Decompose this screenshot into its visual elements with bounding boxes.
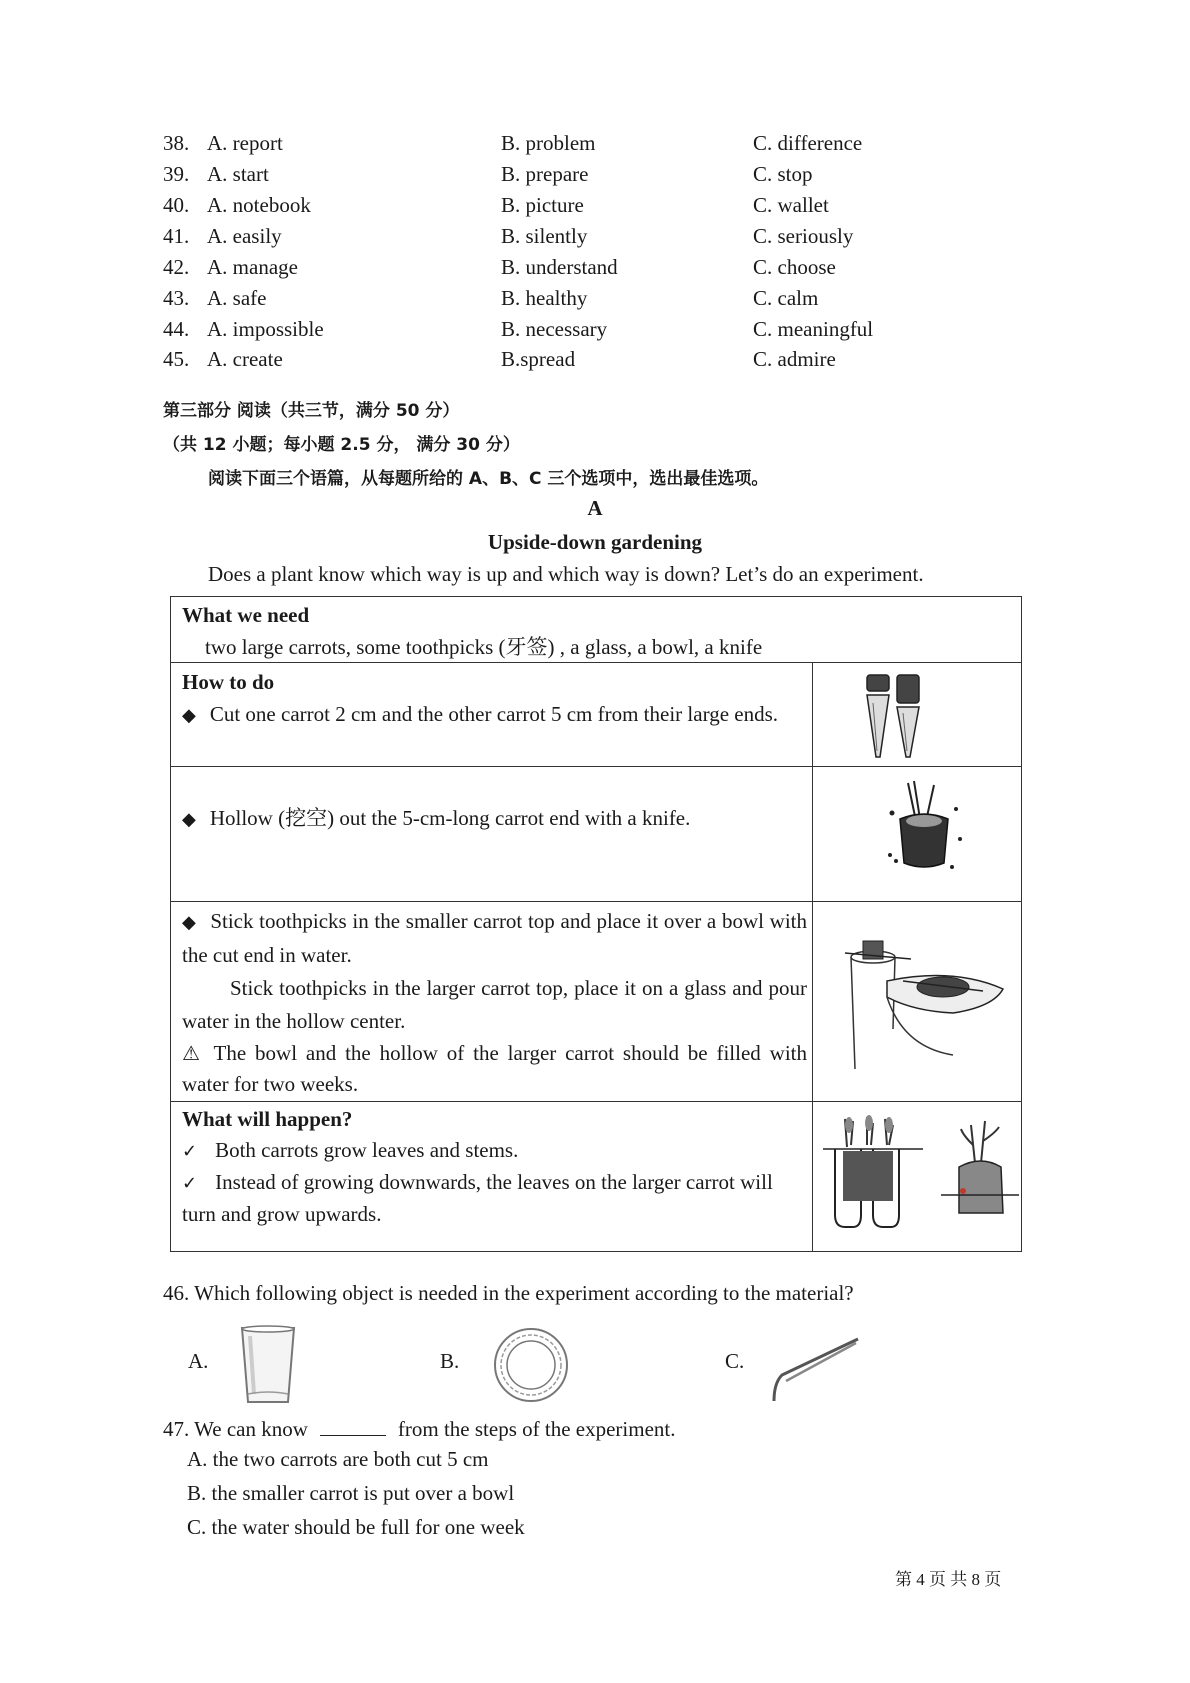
option-row xyxy=(0,344,1190,374)
cut-carrots-illustration xyxy=(861,673,961,763)
passage-letter: A xyxy=(587,496,603,520)
option-row xyxy=(0,314,1190,344)
q46-option-b-label: B. xyxy=(440,1349,460,1373)
diamond-bullet-icon: ◆ xyxy=(182,912,197,933)
option-a: A. safe xyxy=(207,286,267,310)
option-b: B. understand xyxy=(501,255,618,279)
option-c: C. stop xyxy=(753,162,813,186)
question-number: 45. xyxy=(163,347,190,371)
result-2-text: Instead of growing downwards, the leaves on the larger carrot will turn and grow upwards. xyxy=(182,1170,773,1226)
need-text: two large carrots, some toothpicks (牙签) , a glass, a bowl, a knife xyxy=(205,635,763,659)
need-heading: What we need xyxy=(182,603,310,627)
q47-option-a: A. the two carrots are both cut 5 cm xyxy=(187,1447,489,1471)
q46-option-c-label: C. xyxy=(725,1349,745,1373)
question-47 xyxy=(163,1413,675,1442)
option-b: B. problem xyxy=(501,131,596,155)
tweezers-icon xyxy=(770,1335,860,1405)
option-b: B. silently xyxy=(501,224,588,248)
step-2-cell xyxy=(182,802,742,836)
section-subtitle: （共 12 小题；每小题 2.5 分， 满分 30 分） xyxy=(163,435,520,455)
table-divider xyxy=(171,901,1021,902)
option-row xyxy=(0,159,1190,189)
option-a: A. create xyxy=(207,347,283,371)
option-b: B. picture xyxy=(501,193,584,217)
check-mark-icon: ✓ xyxy=(182,1173,198,1194)
q47-text-before: 47. We can know xyxy=(163,1417,308,1441)
diamond-bullet-icon: ◆ xyxy=(182,705,196,726)
option-row xyxy=(0,128,1190,158)
step-3a-text: Stick toothpicks in the smaller carrot top and place it over a bowl with the cut end in water. xyxy=(182,909,808,967)
warning-triangle-icon: ⚠ xyxy=(182,1041,204,1065)
table-divider xyxy=(171,766,1021,767)
passage-title: Upside-down gardening xyxy=(487,530,703,554)
step-2-text: Hollow (挖空) out the 5-cm-long carrot end with a knife. xyxy=(209,806,691,830)
option-row xyxy=(0,221,1190,251)
option-c: C. meaningful xyxy=(753,317,874,341)
hollow-carrot-illustration xyxy=(886,775,966,885)
glass-and-bowl-illustration xyxy=(843,937,1013,1077)
happen-cell xyxy=(182,1104,797,1230)
question-number: 39. xyxy=(163,162,190,186)
result-1-text: Both carrots grow leaves and stems. xyxy=(215,1138,519,1162)
happen-heading: What will happen? xyxy=(182,1107,353,1131)
option-c: C. seriously xyxy=(753,224,854,248)
question-number: 41. xyxy=(163,224,190,248)
question-number: 38. xyxy=(163,131,190,155)
section-title: 第三部分 阅读（共三节，满分 50 分） xyxy=(163,401,460,421)
answer-blank xyxy=(320,1413,386,1436)
step-3b-text: Stick toothpicks in the larger carrot top, place it on a glass and pour water in the hollow center. xyxy=(182,976,807,1033)
section-instruction: 阅读下面三个语篇，从每题所给的 A、B、C 三个选项中，选出最佳选项。 xyxy=(208,469,769,489)
option-c: C. calm xyxy=(753,286,819,310)
passage-intro: Does a plant know which way is up and which way is down? Let’s do an experiment. xyxy=(208,562,924,586)
page-footer: 第 4 页 共 8 页 xyxy=(895,1570,1002,1589)
option-a: A. start xyxy=(207,162,269,186)
question-46: 46. Which following object is needed in the experiment according to the material? xyxy=(163,1281,854,1305)
check-mark-icon: ✓ xyxy=(182,1141,198,1162)
warning-text: The bowl and the hollow of the larger carrot should be filled with water for two weeks. xyxy=(182,1041,807,1096)
option-a: A. report xyxy=(207,131,283,155)
question-number: 43. xyxy=(163,286,190,310)
option-b: B. necessary xyxy=(501,317,608,341)
q46-option-a-label: A. xyxy=(188,1349,209,1373)
option-b: B. healthy xyxy=(501,286,588,310)
option-b: B. prepare xyxy=(501,162,589,186)
option-a: A. impossible xyxy=(207,317,324,341)
table-divider xyxy=(171,1101,1021,1102)
option-row xyxy=(0,283,1190,313)
how-cell xyxy=(182,666,802,732)
option-c: C. choose xyxy=(753,255,836,279)
option-c: C. admire xyxy=(753,347,836,371)
diamond-bullet-icon: ◆ xyxy=(182,809,196,830)
option-row xyxy=(0,190,1190,220)
question-number: 40. xyxy=(163,193,190,217)
option-a: A. manage xyxy=(207,255,298,279)
question-number: 42. xyxy=(163,255,190,279)
need-cell xyxy=(182,599,1002,663)
table-column-divider xyxy=(812,662,813,1252)
q47-text-after: from the steps of the experiment. xyxy=(397,1417,676,1441)
option-a: A. easily xyxy=(207,224,282,248)
q47-option-b: B. the smaller carrot is put over a bowl xyxy=(187,1481,515,1505)
option-c: C. wallet xyxy=(753,193,829,217)
step-3-cell xyxy=(182,905,807,1100)
option-row xyxy=(0,252,1190,282)
grown-carrots-illustration xyxy=(823,1115,1023,1240)
glass-icon xyxy=(238,1324,298,1406)
option-c: C. difference xyxy=(753,131,863,155)
bowl-icon xyxy=(493,1327,569,1403)
question-number: 44. xyxy=(163,317,190,341)
option-b: B.spread xyxy=(501,347,576,371)
option-a: A. notebook xyxy=(207,193,311,217)
how-heading: How to do xyxy=(182,670,275,694)
q47-option-c: C. the water should be full for one week xyxy=(187,1515,525,1539)
step-1-text: Cut one carrot 2 cm and the other carrot 5 cm from their large ends. xyxy=(209,702,779,726)
experiment-table xyxy=(170,596,1022,1252)
